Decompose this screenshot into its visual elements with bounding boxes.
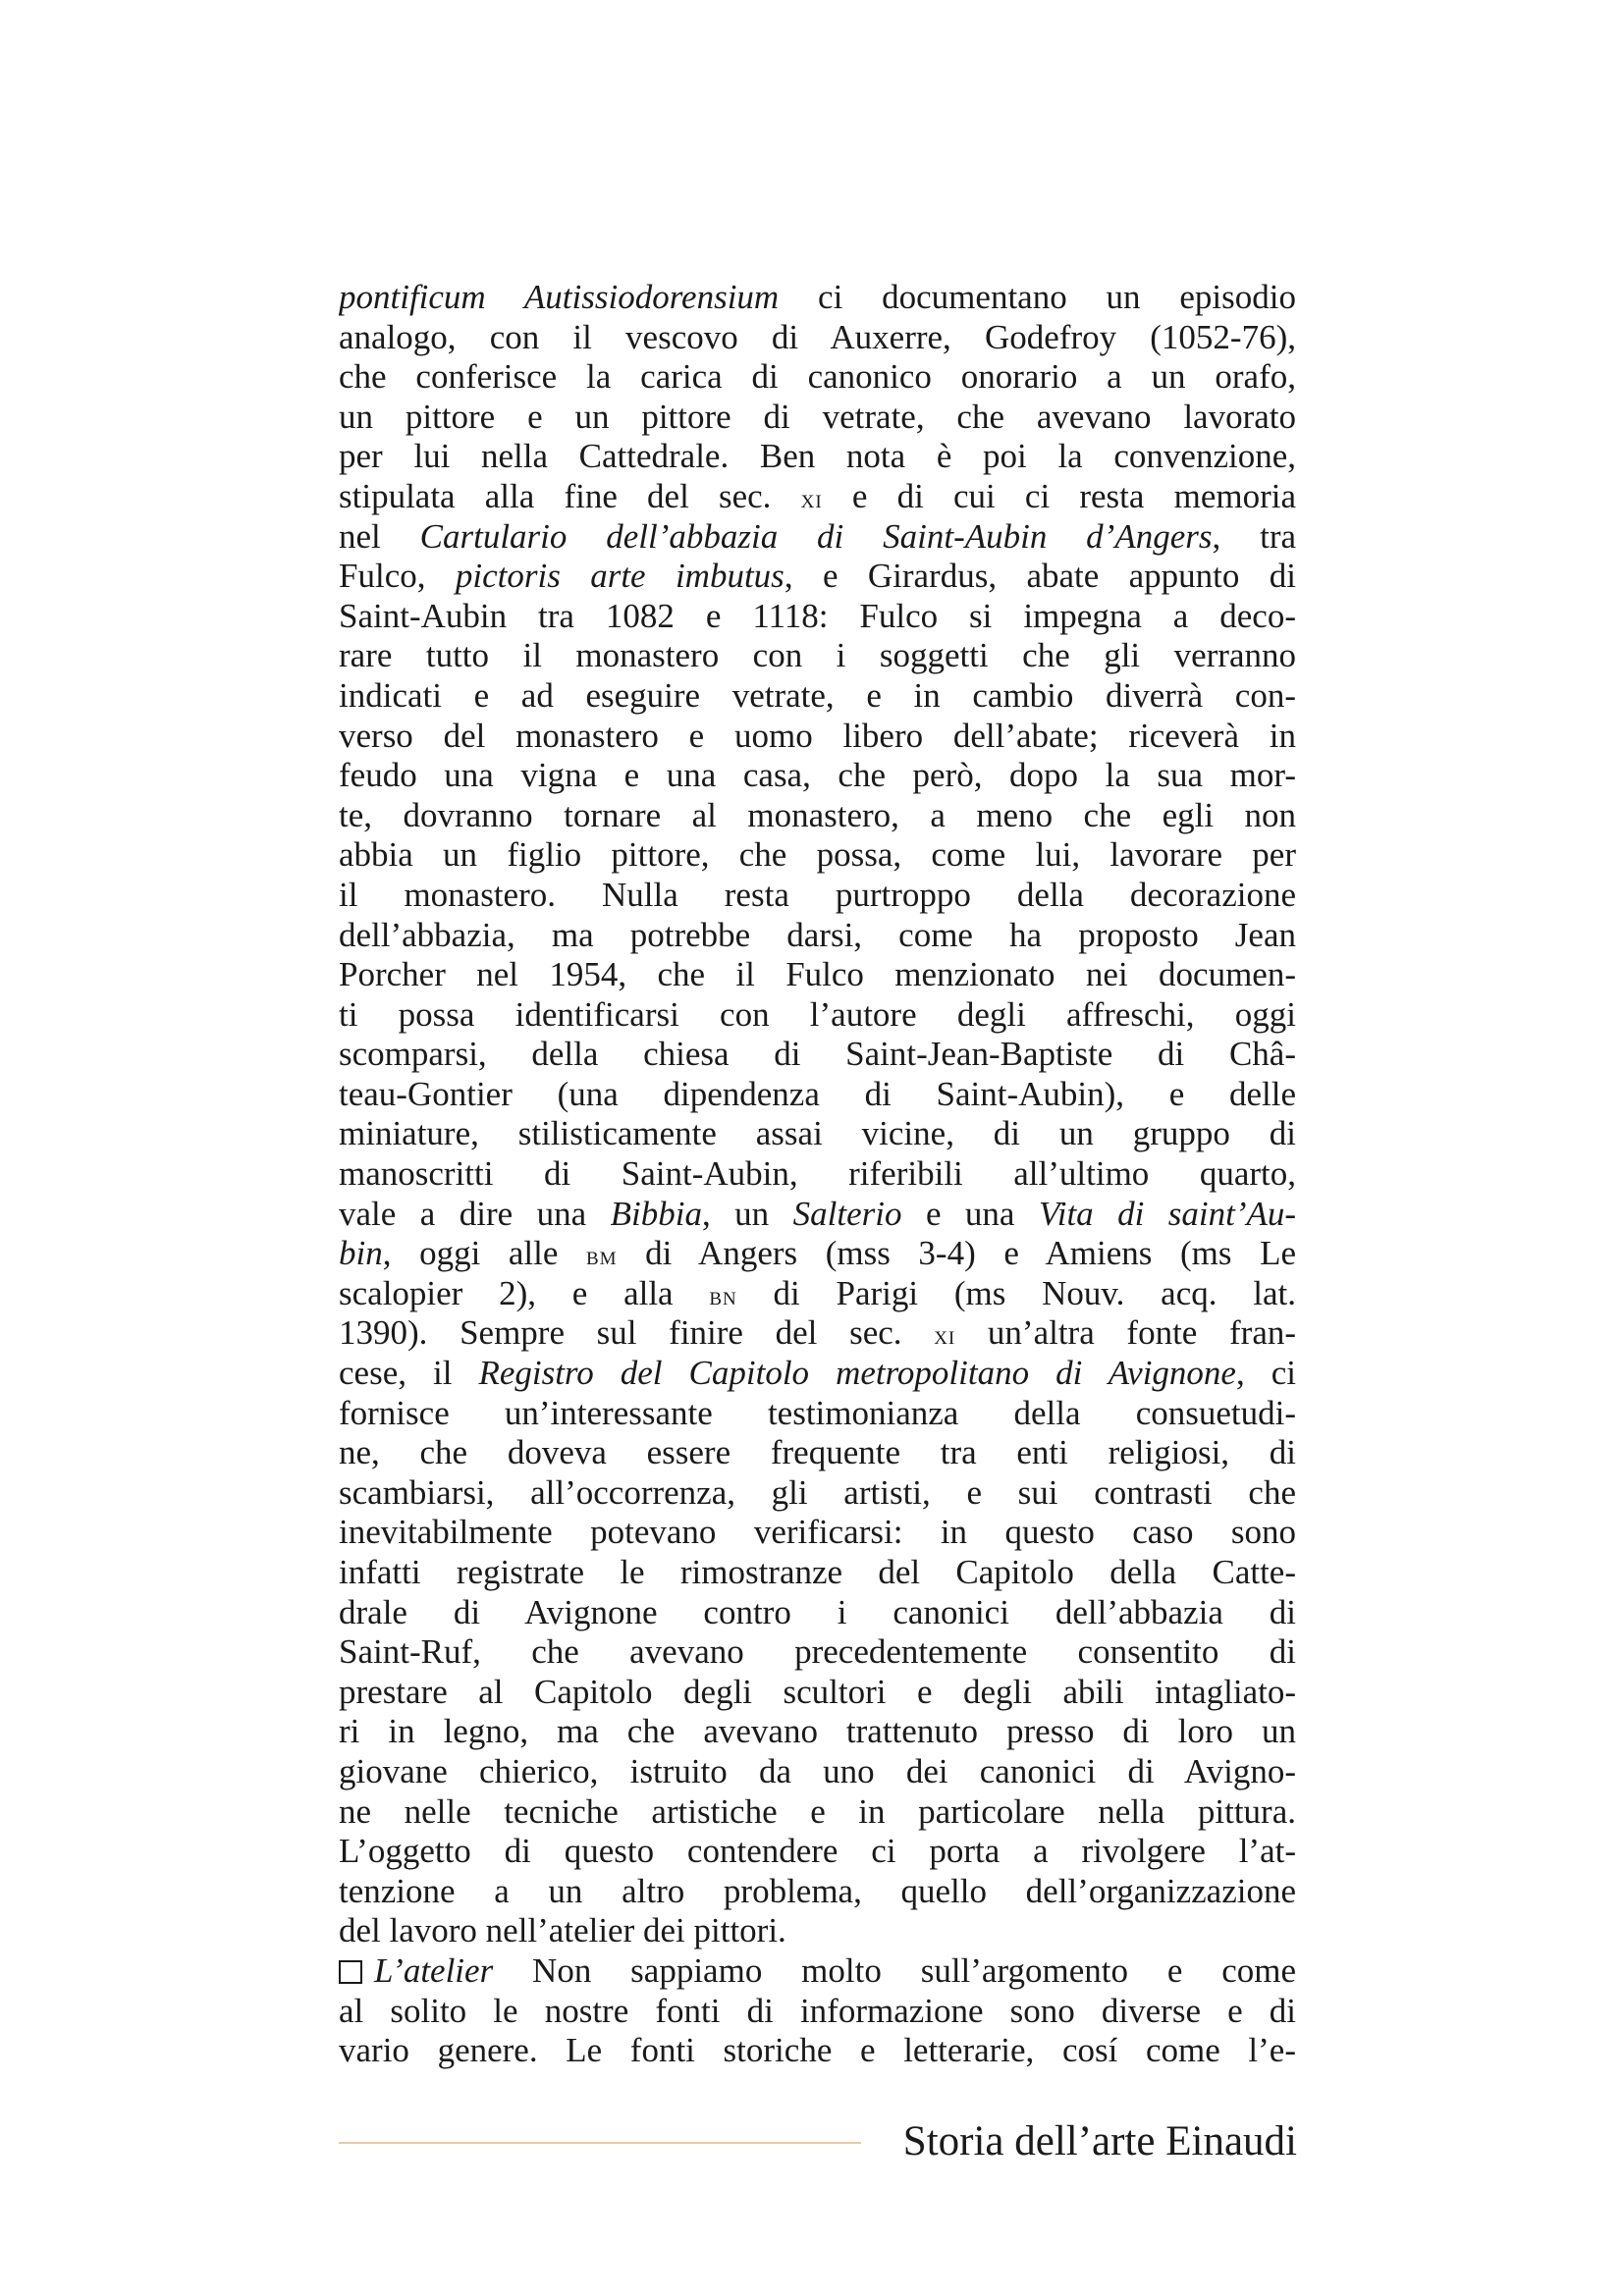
text-line: verso del monastero e uomo libero dell’abate; riceverà in: [339, 716, 1296, 755]
text-line: Fulco, pictoris arte imbutus, e Girardus, abate appunto di: [339, 557, 1296, 596]
text-line: vario genere. Le fonti storiche e letterarie, cosí come l’e-: [339, 2031, 1296, 2070]
text-line: prestare al Capitolo degli scultori e degli abili intagliato-: [339, 1672, 1296, 1711]
text-line: al solito le nostre fonti di informazione sono diverse e di: [339, 1991, 1296, 2030]
text-line: che conferisce la carica di canonico onorario a un orafo,: [339, 357, 1296, 397]
text-line: cese, il Registro del Capitolo metropolitano di Avignone, ci: [339, 1354, 1296, 1393]
text-line: ti possa identificarsi con l’autore degli affreschi, oggi: [339, 994, 1296, 1034]
text-line: Saint-Aubin tra 1082 e 1118: Fulco si impegna a deco-: [339, 596, 1296, 635]
text-line: scalopier 2), e alla bn di Parigi (ms Nouv. acq. lat.: [339, 1273, 1296, 1312]
text-line: Porcher nel 1954, che il Fulco menzionato nei documen-: [339, 955, 1296, 994]
text-line: nel Cartulario dell’abbazia di Saint-Aubin d’Angers, tra: [339, 516, 1296, 556]
footer-rule: [339, 2142, 861, 2144]
text-line: L’oggetto di questo contendere ci porta a rivolgere l’at-: [339, 1832, 1296, 1871]
text-line: ne, che doveva essere frequente tra enti religiosi, di: [339, 1433, 1296, 1472]
text-line: scomparsi, della chiesa di Saint-Jean-Baptiste di Châ-: [339, 1035, 1296, 1074]
text-line: abbia un figlio pittore, che possa, come lui, lavorare per: [339, 835, 1296, 875]
text-line: inevitabilmente potevano verificarsi: in questo caso sono: [339, 1513, 1296, 1552]
text-line: ne nelle tecniche artistiche e in particolare nella pittura.: [339, 1791, 1296, 1831]
section-heading: L’atelier: [374, 1950, 494, 1990]
text-line: stipulata alla fine del sec. xi e di cui ci resta memoria: [339, 476, 1296, 515]
text-line: te, dovranno tornare al monastero, a meno che egli non: [339, 795, 1296, 834]
text-line: scambiarsi, all’occorrenza, gli artisti, e sui contrasti che: [339, 1472, 1296, 1512]
empty-square-icon: [339, 1960, 362, 1984]
section-start-line: L’atelier Non sappiamo molto sull’argomento e come: [339, 1951, 1296, 1992]
text-line: analogo, con il vescovo di Auxerre, Godefroy (1052-76),: [339, 317, 1296, 356]
text-line: un pittore e un pittore di vetrate, che avevano lavorato: [339, 397, 1296, 436]
text-line: Saint-Ruf, che avevano precedentemente consentito di: [339, 1632, 1296, 1672]
text-line: fornisce un’interessante testimonianza della consuetudi-: [339, 1393, 1296, 1432]
text-line: teau-Gontier (una dipendenza di Saint-Aubin), e delle: [339, 1074, 1296, 1113]
text-line: infatti registrate le rimostranze del Capitolo della Catte-: [339, 1553, 1296, 1591]
text-line: per lui nella Cattedrale. Ben nota è poi la convenzione,: [339, 437, 1296, 476]
text-line: vale a dire una Bibbia, un Salterio e una Vita di saint’Au-: [339, 1194, 1296, 1233]
text-line: pontificum Autissiodorensium ci documentano un episodio: [339, 278, 1296, 316]
text-line: bin, oggi alle bm di Angers (mss 3-4) e Amiens (ms Le: [339, 1234, 1296, 1273]
text-line: manoscritti di Saint-Aubin, riferibili all’ultimo quarto,: [339, 1154, 1296, 1194]
text-line: ri in legno, ma che avevano trattenuto presso di loro un: [339, 1712, 1296, 1751]
text-line: giovane chierico, istruito da uno dei canonici di Avigno-: [339, 1751, 1296, 1790]
text-line: rare tutto il monastero con i soggetti che gli verranno: [339, 636, 1296, 675]
text-line: drale di Avignone contro i canonici dell’abbazia di: [339, 1592, 1296, 1631]
text-line: 1390). Sempre sul finire del sec. xi un’altra fonte fran-: [339, 1313, 1296, 1353]
text-line: dell’abbazia, ma potrebbe darsi, come ha proposto Jean: [339, 915, 1296, 954]
text-line: tenzione a un altro problema, quello dell’organizzazione: [339, 1871, 1296, 1910]
footer-title: Storia dell’arte Einaudi: [902, 2118, 1297, 2164]
text-line: il monastero. Nulla resta purtroppo della decorazione: [339, 875, 1296, 914]
text-line: miniature, stilisticamente assai vicine, di un gruppo di: [339, 1114, 1296, 1153]
text-line: indicati e ad eseguire vetrate, e in cambio diverrà con-: [339, 675, 1296, 715]
text-line: del lavoro nell’atelier dei pittori.: [339, 1911, 786, 1950]
text-line: feudo una vigna e una casa, che però, dopo la sua mor-: [339, 756, 1296, 795]
body-text: [339, 278, 1296, 2071]
